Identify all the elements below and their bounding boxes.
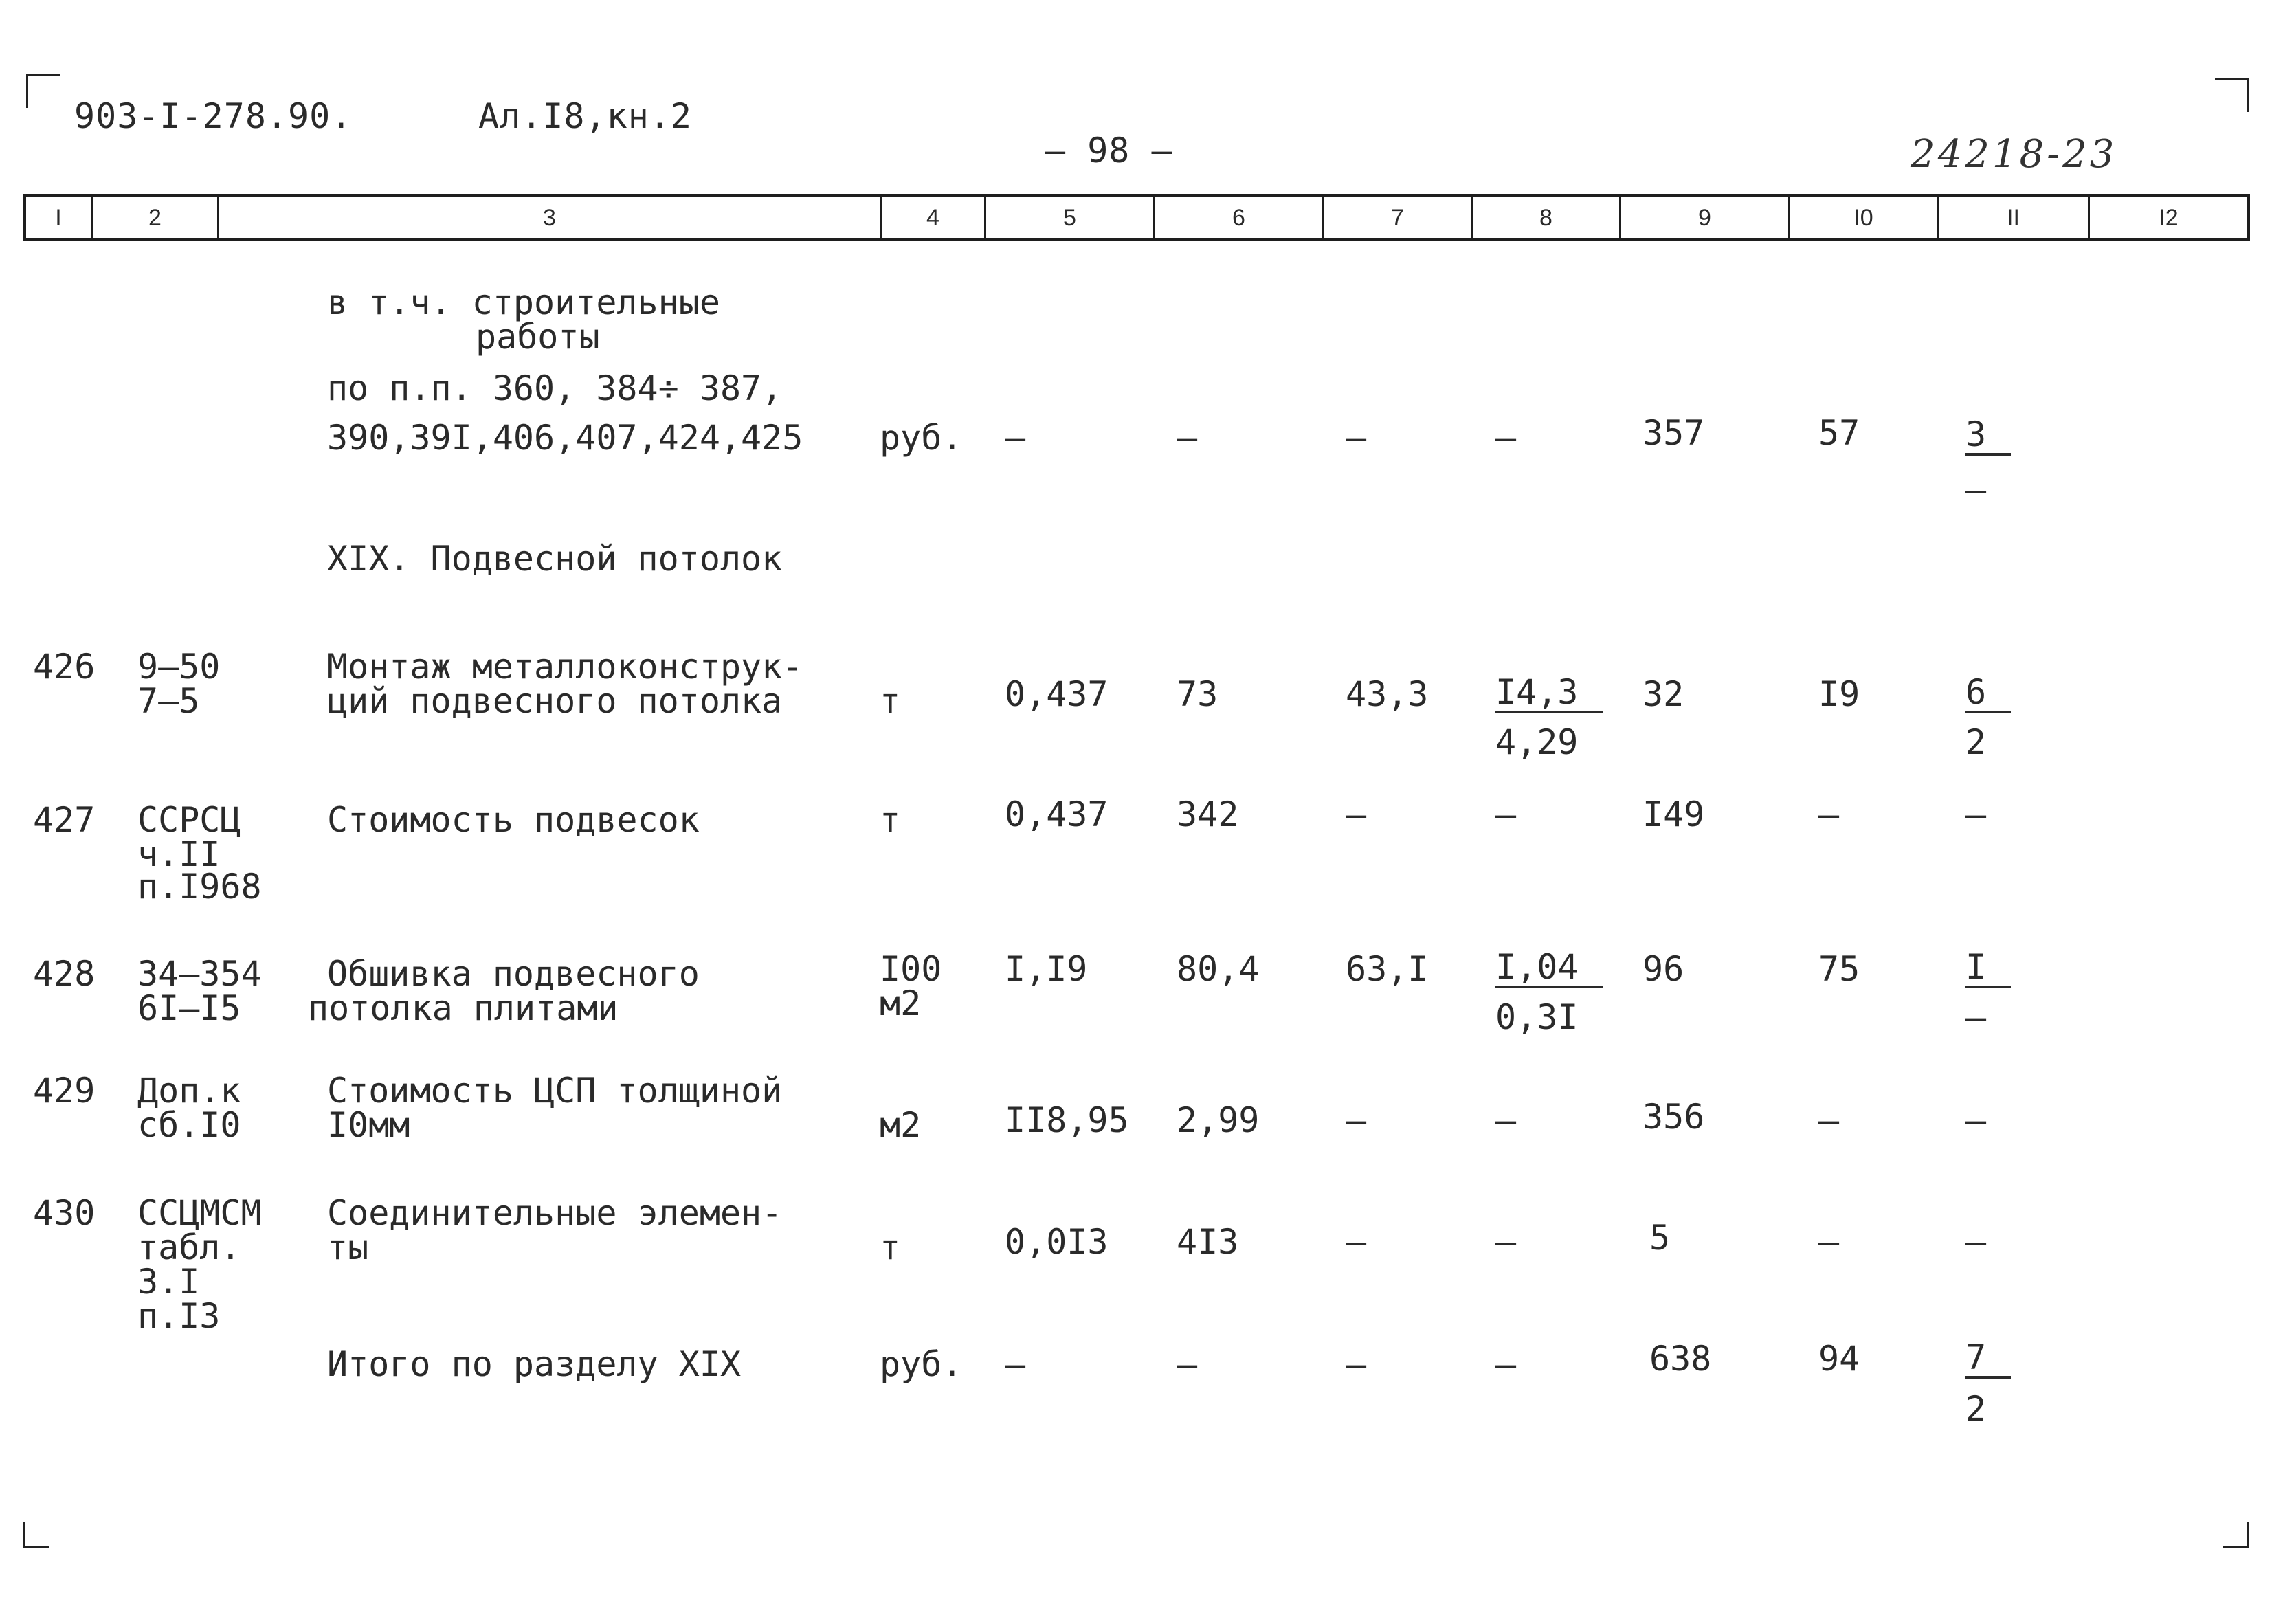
row-col10: – (1818, 1222, 1840, 1262)
row-code: Доп.к (137, 1071, 241, 1111)
intro-col10: 57 (1818, 413, 1860, 453)
column-number: 8 (1471, 197, 1619, 238)
total-col5: – (1005, 1344, 1026, 1384)
row-col8: – (1495, 794, 1517, 834)
row-col8-bottom: 0,3I (1495, 997, 1579, 1037)
intro-col11-bottom: – (1965, 470, 1987, 510)
row-col11-top: I (1965, 948, 2011, 988)
column-number-row (23, 194, 2250, 241)
column-number: II (1937, 197, 2088, 238)
column-number: 9 (1619, 197, 1788, 238)
row-unit: т (880, 681, 901, 721)
row-name: ты (327, 1227, 369, 1267)
corner-mark-bottom-left (23, 1522, 49, 1548)
row-code: 3.I (137, 1262, 200, 1302)
row-code: сб.I0 (137, 1105, 241, 1145)
row-col11-top: 6 (1965, 674, 2011, 713)
row-name: Соединительные элемен- (327, 1193, 783, 1233)
row-unit: т (880, 1227, 901, 1267)
row-col8-top: I,04 (1495, 948, 1603, 988)
total-col11-top: 7 (1965, 1339, 2011, 1379)
row-code: ч.II (137, 834, 221, 874)
row-col9: I49 (1642, 794, 1705, 834)
row-col7: 43,3 (1346, 674, 1429, 714)
section-title: XIX. Подвесной потолок (327, 539, 783, 579)
intro-col9: 357 (1642, 413, 1705, 453)
intro-col8: – (1495, 418, 1517, 458)
column-number: 5 (984, 197, 1153, 238)
row-col8-bottom: 4,29 (1495, 722, 1579, 762)
row-code: 6I–I5 (137, 988, 241, 1028)
row-code: ССРСЦ (137, 800, 241, 840)
row-col11-bottom: 2 (1965, 722, 1987, 762)
row-code: п.I968 (137, 867, 262, 906)
intro-line: по п.п. 360, 384÷ 387, (327, 368, 783, 408)
row-col5: I,I9 (1005, 949, 1088, 989)
row-unit: м2 (880, 1105, 922, 1145)
column-number: I2 (2088, 197, 2247, 238)
row-col10: 75 (1818, 949, 1860, 989)
album-reference: Ал.I8,кн.2 (478, 96, 693, 136)
intro-line: работы (476, 317, 600, 357)
row-code: табл. (137, 1227, 241, 1267)
row-name: Стоимость ЦСП толщиной (327, 1071, 783, 1111)
row-col6: 80,4 (1177, 949, 1260, 989)
corner-mark-bottom-right (2223, 1522, 2249, 1548)
row-col9: 96 (1642, 949, 1684, 989)
column-number: I (55, 204, 62, 231)
total-col8: – (1495, 1344, 1517, 1384)
column-number: I0 (1788, 197, 1937, 238)
total-col9: 638 (1649, 1339, 1712, 1379)
row-col5: 0,0I3 (1005, 1222, 1109, 1262)
column-number: 7 (1322, 197, 1471, 238)
row-col5: 0,437 (1005, 674, 1109, 714)
total-label: Итого по разделу XIX (327, 1344, 742, 1384)
row-number: 430 (33, 1193, 96, 1233)
row-col9: 5 (1649, 1218, 1671, 1258)
row-number: 427 (33, 800, 96, 840)
row-unit: т (880, 800, 901, 840)
row-name: Обшивка подвесного (327, 954, 700, 994)
row-number: 428 (33, 954, 96, 994)
intro-col7: – (1346, 418, 1367, 458)
row-col9: 356 (1642, 1097, 1705, 1137)
row-code: 7–5 (137, 681, 200, 721)
total-unit: руб. (880, 1344, 963, 1384)
handwritten-inventory-number: 24218-23 (1911, 132, 2117, 177)
row-col5: II8,95 (1005, 1100, 1129, 1140)
column-number: 2 (91, 197, 217, 238)
row-col7: – (1346, 1100, 1367, 1140)
row-col8: – (1495, 1222, 1517, 1262)
corner-mark-top-right (2215, 78, 2249, 112)
row-col8-top: I4,3 (1495, 674, 1603, 713)
row-name: I0мм (327, 1105, 410, 1145)
column-number: 6 (1153, 197, 1322, 238)
row-col6: 4I3 (1177, 1222, 1239, 1262)
row-number: 429 (33, 1071, 96, 1111)
intro-line: 390,39I,406,407,424,425 (327, 418, 803, 458)
row-col6: 73 (1177, 674, 1218, 714)
page-number: — 98 — (1045, 131, 1173, 170)
row-col9: 32 (1642, 674, 1684, 714)
row-col5: 0,437 (1005, 794, 1109, 834)
intro-col11-top: 3 (1965, 416, 2011, 456)
row-name: потолка плитами (308, 988, 619, 1028)
column-number: 4 (880, 197, 984, 238)
intro-unit: руб. (880, 418, 963, 458)
total-col6: – (1177, 1344, 1198, 1384)
row-unit: I00 (880, 949, 942, 989)
row-col7: – (1346, 1222, 1367, 1262)
row-name: Монтаж металлоконструк- (327, 647, 803, 687)
intro-line: в т.ч. строительные (327, 282, 720, 322)
corner-mark-top-left (26, 74, 60, 108)
row-col11-bottom: – (1965, 997, 1987, 1037)
row-col11: – (1965, 794, 1987, 834)
row-col7: – (1346, 794, 1367, 834)
total-col11-bottom: 2 (1965, 1389, 1987, 1429)
column-number: 3 (217, 197, 880, 238)
row-col11: – (1965, 1100, 1987, 1140)
row-code: п.I3 (137, 1296, 221, 1336)
row-col11: – (1965, 1222, 1987, 1262)
row-col7: 63,I (1346, 949, 1429, 989)
row-number: 426 (33, 647, 96, 687)
total-col7: – (1346, 1344, 1367, 1384)
row-col8: – (1495, 1100, 1517, 1140)
intro-col5: – (1005, 418, 1026, 458)
row-col6: 2,99 (1177, 1100, 1260, 1140)
row-code: 34–354 (137, 954, 262, 994)
row-col10: – (1818, 794, 1840, 834)
row-col10: I9 (1818, 674, 1860, 714)
document-code: 903-I-278.90. (74, 96, 353, 136)
row-col6: 342 (1177, 794, 1239, 834)
row-col10: – (1818, 1100, 1840, 1140)
row-unit: м2 (880, 983, 922, 1023)
row-code: 9–50 (137, 647, 221, 687)
row-name: ций подвесного потолка (327, 681, 783, 721)
row-code: ССЦМСМ (137, 1193, 262, 1233)
row-name: Стоимость подвесок (327, 800, 700, 840)
intro-col6: – (1177, 418, 1198, 458)
total-col10: 94 (1818, 1339, 1860, 1379)
